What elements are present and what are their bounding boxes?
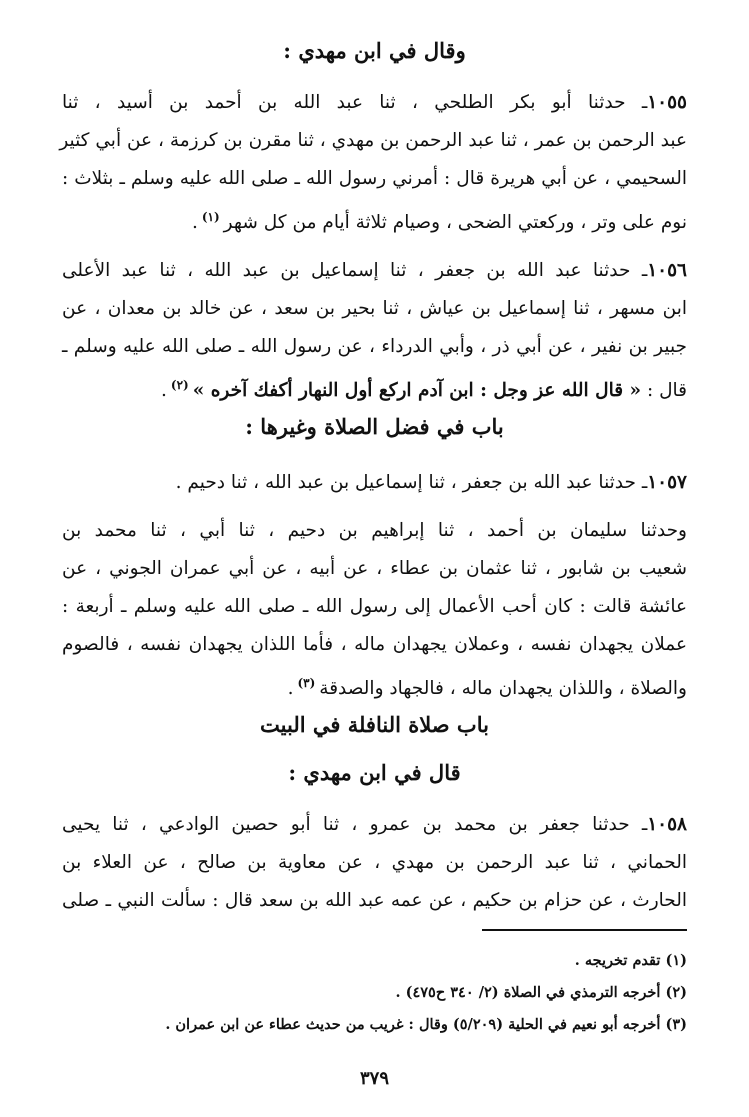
text-line: ١٠٥٨ـ حدثنا جعفر بن محمد بن عمرو ، ثنا أبو حصين الوادعي ، ثنا يحيى xyxy=(62,814,687,835)
hadith-number: ١٠٥٧ xyxy=(647,472,687,493)
text-line: قال : « قال الله عز وجل : ابن آدم اركع أول النهار أكفك آخره »$^{(٢)}$. xyxy=(161,378,687,402)
text-line: عائشة قالت : كان أحب الأعمال إلى رسول الله ـ صلى الله عليه وسلم ـ أربعة : xyxy=(62,596,687,617)
hadith-1058 xyxy=(62,806,687,920)
text-line: السحيمي ، عن أبي هريرة قال : أمرني رسول الله ـ صلى الله عليه وسلم ـ بثلاث : xyxy=(62,168,687,189)
footnote: (٣) أخرجه أبو نعيم في الحلية (٥/٢٠٩) وقال : غريب من حديث عطاء عن ابن عمران . xyxy=(165,1016,687,1033)
footnote-ref: (٢) xyxy=(170,378,189,392)
footnote: (١) تقدم تخريجه . xyxy=(574,952,687,969)
hadith-1057-chain xyxy=(62,512,687,702)
text-line: نوم على وتر ، وركعتي الضحى ، وصيام ثلاثة أيام من كل شهر$^{(١)}$. xyxy=(191,210,687,234)
text-line: الحماني ، ثنا عبد الرحمن بن مهدي ، عن معاوية بن صالح ، عن العلاء بن xyxy=(62,852,687,873)
quoted-text: « قال الله عز وجل : ابن آدم اركع أول النهار أكفك آخره » xyxy=(192,380,642,402)
section-heading: وقال في ابن مهدي : xyxy=(283,38,466,63)
text-line: عملان يجهدان نفسه ، وعملان يجهدان ماله ، فأما اللذان يجهدان نفسه ، فالصوم xyxy=(62,634,687,655)
section-heading: قال في ابن مهدي : xyxy=(288,760,461,785)
hadith-number: ١٠٥٦ xyxy=(647,260,687,281)
text-line: وحدثنا سليمان بن أحمد ، ثنا إبراهيم بن دحيم ، ثنا أبي ، ثنا محمد بن xyxy=(62,520,687,541)
text-line: شعيب بن شابور ، ثنا عثمان بن عطاء ، عن أبيه ، عن أبي عمران الجوني ، عن xyxy=(62,558,687,579)
footnote-ref: (١) xyxy=(201,210,220,224)
text-line: عبد الرحمن بن عمر ، ثنا عبد الرحمن بن مهدي ، ثنا مقرن بن كرزمة ، عن أبي كثير xyxy=(59,130,687,151)
text-line: ١٠٥٥ـ حدثنا أبو بكر الطلحي ، ثنا عبد الله بن أحمد بن أسيد ، ثنا xyxy=(62,92,687,113)
hadith-number: ١٠٥٥ xyxy=(647,92,687,113)
text-line: الحارث ، عن حزام بن حكيم ، عن عمه عبد الله بن سعد قال : سألت النبي ـ صلى xyxy=(62,890,687,911)
text-line: ١٠٥٧ـ حدثنا عبد الله بن جعفر ، ثنا إسماعيل بن عبد الله ، ثنا دحيم . xyxy=(175,472,687,493)
text-line: جبير بن نفير ، عن أبي ذر ، وأبي الدرداء ، عن رسول الله ـ صلى الله عليه وسلم ـ xyxy=(62,336,687,357)
page-number: ٣٧٩ xyxy=(359,1068,389,1089)
hadith-number: ١٠٥٨ xyxy=(647,814,687,835)
hadith-1055 xyxy=(59,84,687,236)
hadith-1057 xyxy=(62,464,687,502)
footnote-ref: (٣) xyxy=(297,676,316,690)
text-line: ١٠٥٦ـ حدثنا عبد الله بن جعفر ، ثنا إسماعيل بن عبد الله ، ثنا عبد الأعلى xyxy=(62,260,687,281)
chapter-heading: باب صلاة النافلة في البيت xyxy=(260,712,489,737)
text-line: ابن مسهر ، ثنا إسماعيل بن عياش ، ثنا بحير بن سعد ، عن خالد بن معدان ، عن xyxy=(62,298,687,319)
text-line: والصلاة ، واللذان يجهدان ماله ، فالجهاد والصدقة$^{(٣)}$. xyxy=(287,676,687,700)
footnote: (٢) أخرجه الترمذي في الصلاة (٢/ ٣٤٠ ح٤٧٥) . xyxy=(395,984,687,1001)
footnote-divider xyxy=(482,929,687,931)
chapter-heading: باب في فضل الصلاة وغيرها : xyxy=(245,414,504,439)
hadith-1056 xyxy=(62,252,687,404)
